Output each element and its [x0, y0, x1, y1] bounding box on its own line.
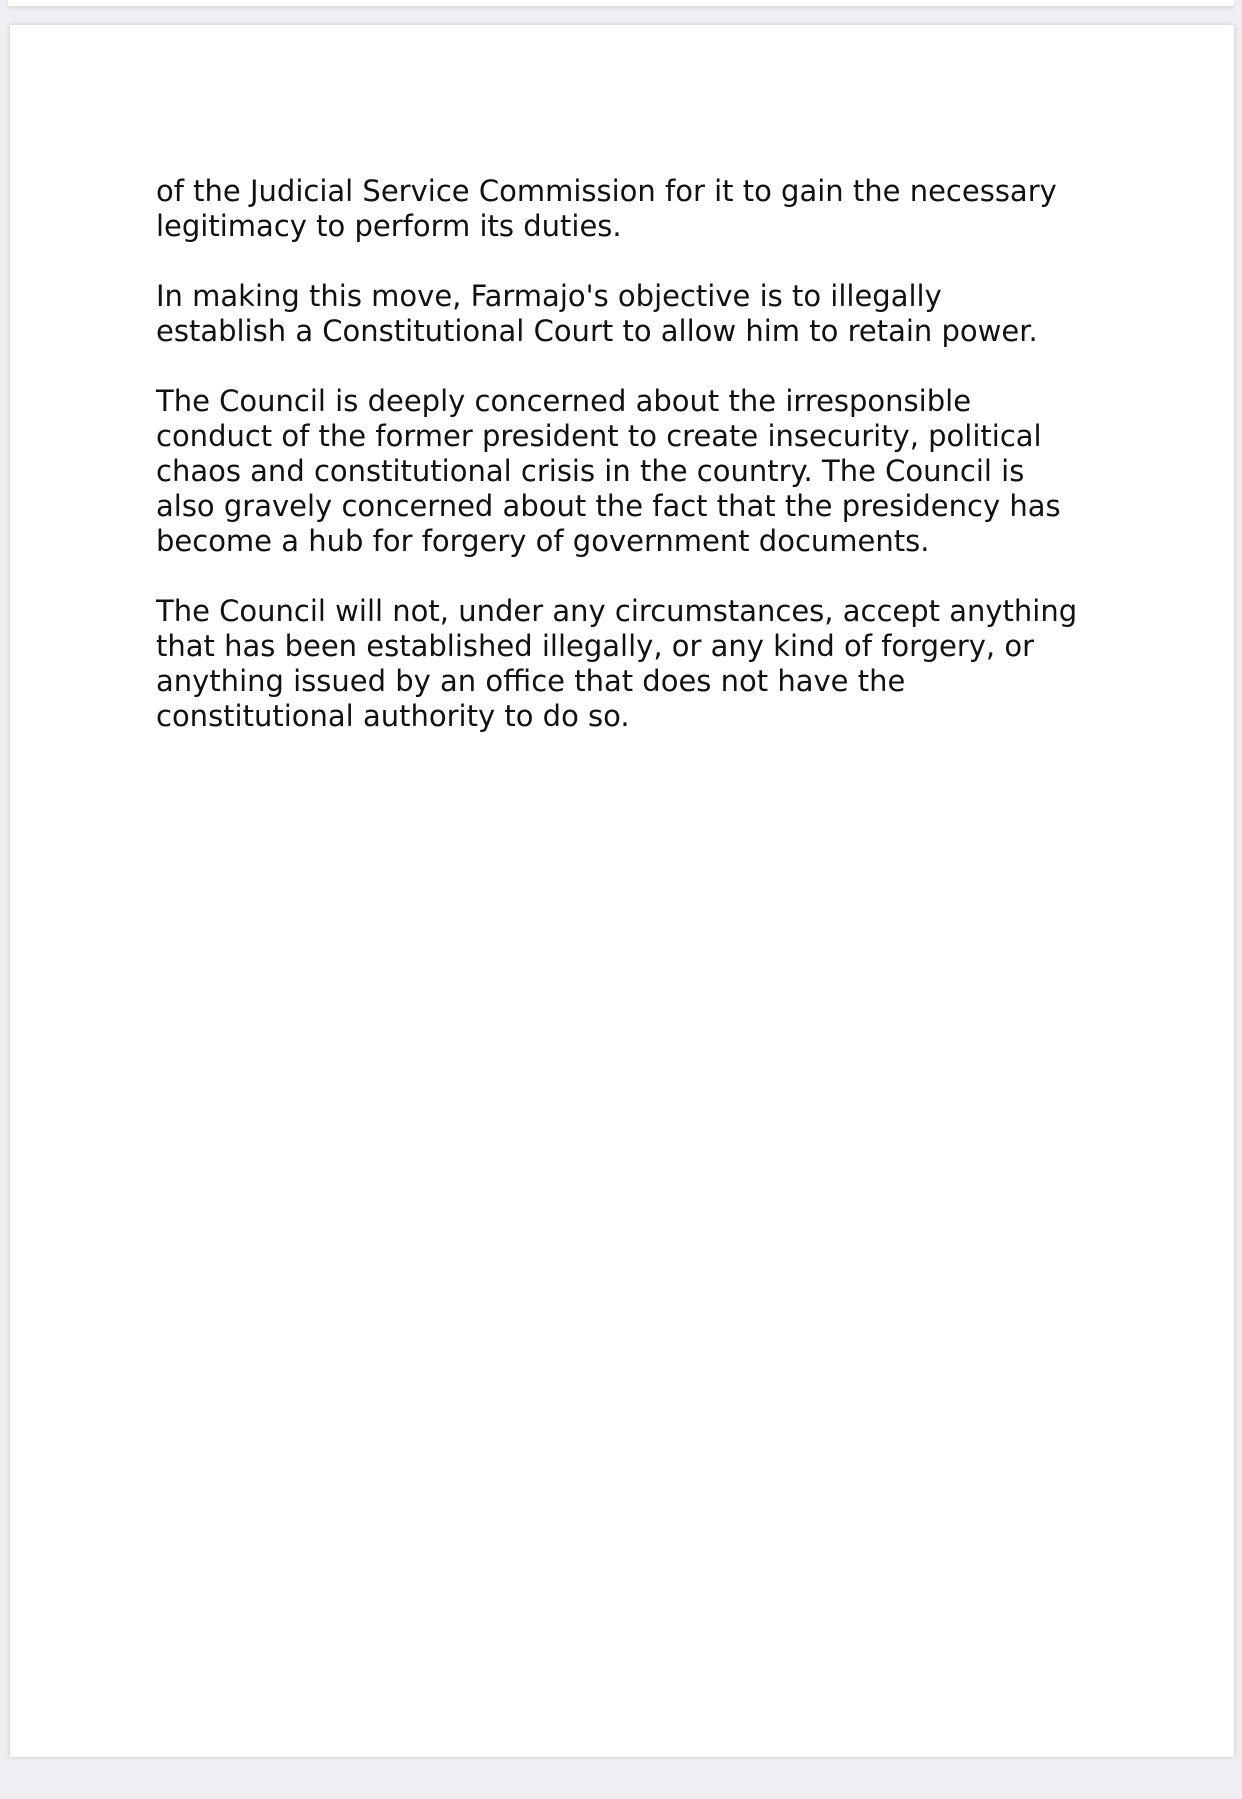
paragraph: The Council is deeply concerned about the irresponsible conduct of the former president to create insecurity, political chaos and constitutional crisis in the country. The Council is also gravely concerned about the fact that the presidency has become a hub for forgery of government documents.	[156, 384, 1061, 558]
page-content	[156, 174, 1116, 769]
paragraph: The Council will not, under any circumstances, accept anything that has been established illegally, or any kind of forgery, or anything issued by an office that does not have the constitutional authority to do so.	[156, 594, 1078, 733]
document-page[interactable]	[10, 25, 1234, 1757]
paragraph: In making this move, Farmajo's objective is to illegally establish a Constitutional Court to allow him to retain power.	[156, 279, 1038, 348]
previous-page-edge[interactable]	[8, 0, 1234, 6]
paragraph: of the Judicial Service Commission for it to gain the necessary legitimacy to perform its duties.	[156, 174, 1057, 243]
